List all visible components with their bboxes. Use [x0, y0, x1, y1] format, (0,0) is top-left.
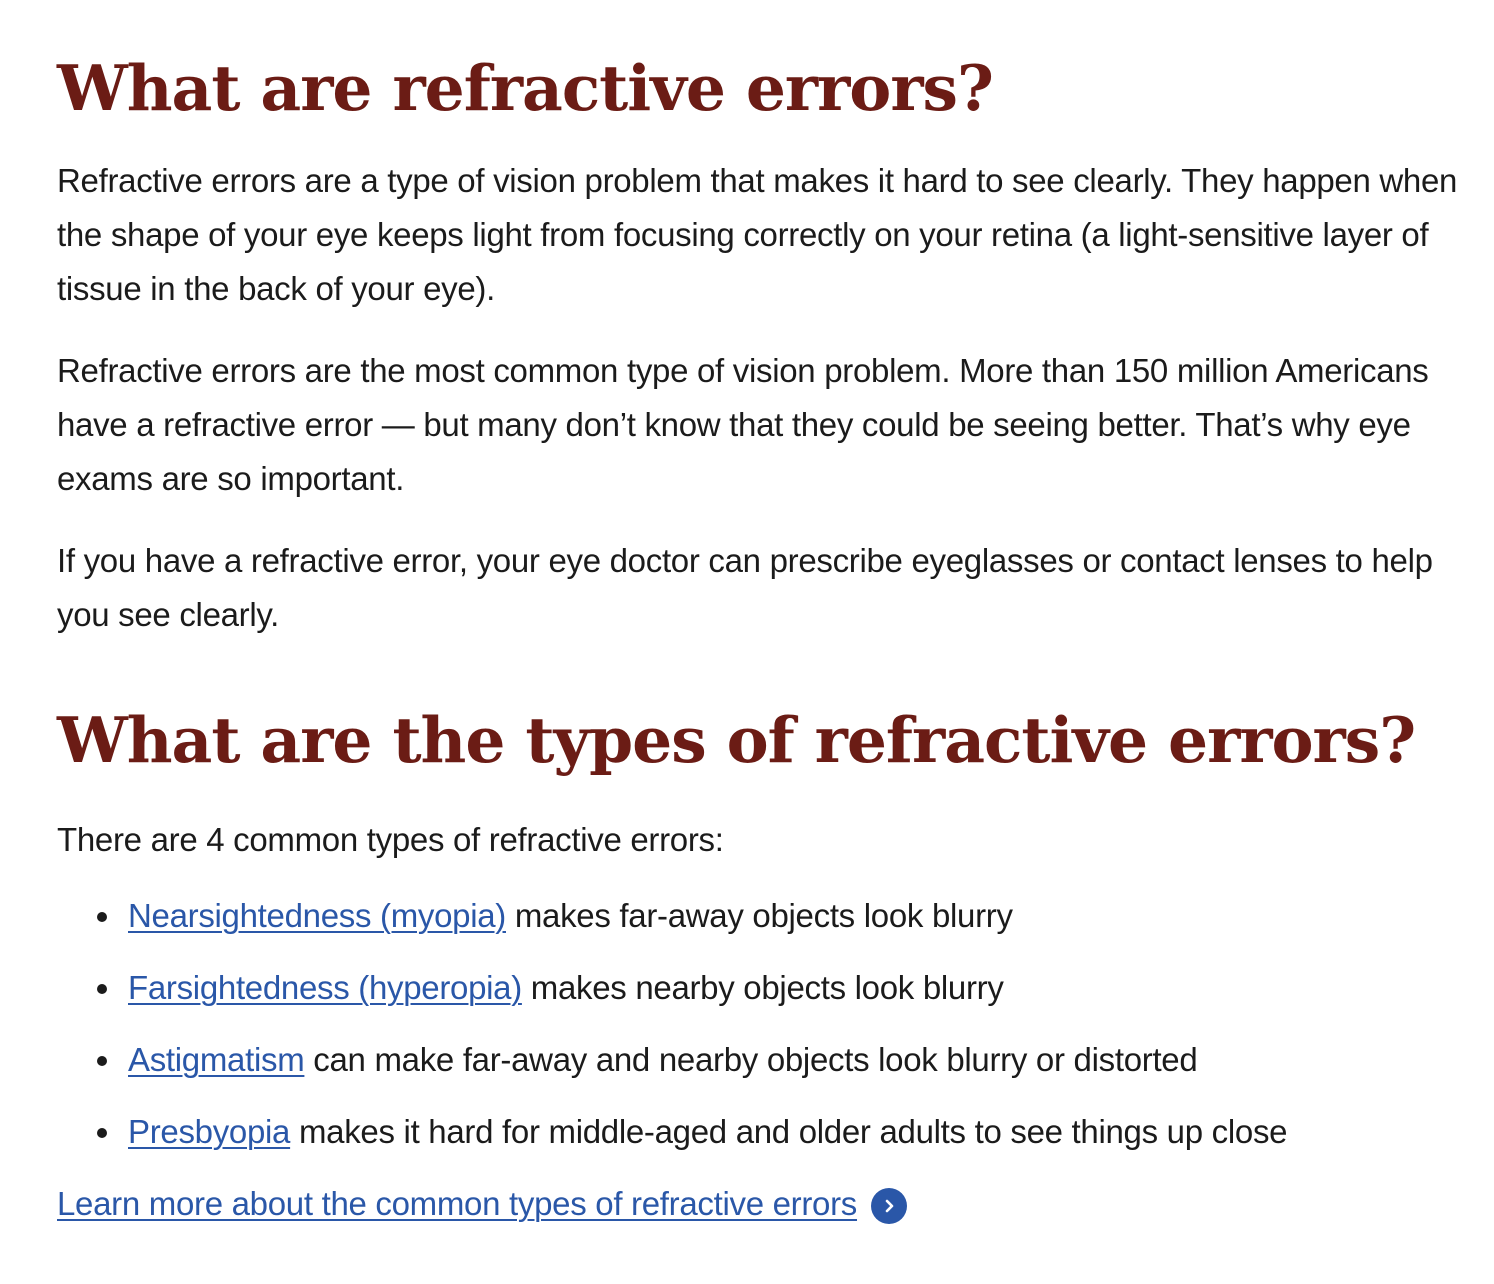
- paragraph-types-intro: There are 4 common types of refractive errors:: [57, 820, 724, 858]
- heading-refractive-errors: What are refractive errors?: [57, 51, 993, 125]
- heading-types-of-refractive-errors: What are the types of refractive errors?: [57, 703, 1416, 778]
- learn-more-row: [57, 1181, 1474, 1227]
- list-item-text: makes far-away objects look blurry: [505, 896, 1013, 934]
- paragraph-treatment: If you have a refractive error, your eye doctor can prescribe eyeglasses or contact lenses to help you see clearly.: [57, 542, 1433, 634]
- link-nearsightedness[interactable]: Nearsightedness (myopia): [128, 896, 506, 934]
- bullet: [97, 984, 107, 994]
- link-presbyopia[interactable]: Presbyopia: [128, 1112, 291, 1150]
- paragraph-definition: Refractive errors are a type of vision problem that makes it hard to see clearly. They happen when the shape of your eye keeps light from focusing correctly on your retina (a light-sensitive layer of tissue in the back of your eye).: [57, 162, 1458, 308]
- link-astigmatism[interactable]: Astigmatism: [128, 1040, 305, 1078]
- list-item-text: makes nearby objects look blurry: [521, 968, 1004, 1006]
- types-list: [57, 893, 1474, 1155]
- list-item: [97, 965, 1474, 1011]
- list-item-text: makes it hard for middle-aged and older adults to see things up close: [290, 1112, 1288, 1150]
- bullet: [97, 1128, 107, 1138]
- list-item: [97, 1037, 1474, 1083]
- link-farsightedness[interactable]: Farsightedness (hyperopia): [128, 968, 522, 1006]
- chevron-right-circle-icon[interactable]: [871, 1188, 907, 1224]
- learn-more-link[interactable]: Learn more about the common types of refractive errors: [57, 1184, 858, 1222]
- list-item-text: can make far-away and nearby objects look blurry or distorted: [304, 1040, 1198, 1078]
- bullet: [97, 912, 107, 922]
- list-item: [97, 893, 1474, 939]
- bullet: [97, 1056, 107, 1066]
- paragraph-prevalence: Refractive errors are the most common type of vision problem. More than 150 million Americans have a refractive error — but many don’t know that they could be seeing better. That’s why eye exams are so important.: [57, 352, 1429, 498]
- list-item: [97, 1109, 1474, 1155]
